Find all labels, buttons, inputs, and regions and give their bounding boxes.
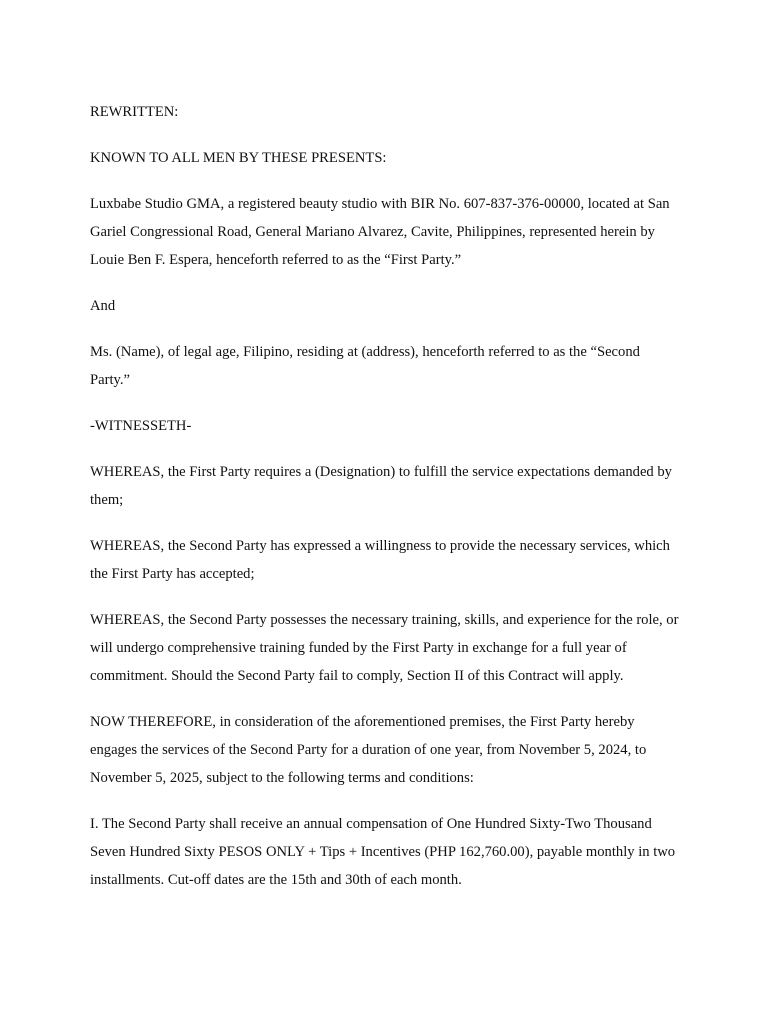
contract-opening: KNOWN TO ALL MEN BY THESE PRESENTS: xyxy=(90,150,387,166)
second-party-paragraph: Ms. (Name), of legal age, Filipino, residing at (address), henceforth referred to as the “Second Party.” xyxy=(90,344,640,388)
whereas-clause-1: WHEREAS, the First Party requires a (Designation) to fulfill the service expectations demanded by them; xyxy=(90,464,672,508)
section-1-compensation: I. The Second Party shall receive an annual compensation of One Hundred Sixty-Two Thousand Seven Hundred Sixty PESOS ONLY + Tips + Incentives (PHP 162,760.00), payable monthly in two installments. Cut-off dates are the 15th and 30th of each month. xyxy=(90,816,676,888)
whereas-clause-3: WHEREAS, the Second Party possesses the necessary training, skills, and experience for the role, or will undergo comprehensive training funded by the First Party in exchange for a full year of commitment. Should the Second Party fail to comply, Section II of this Contract will apply. xyxy=(90,612,679,684)
rewritten-label: REWRITTEN: xyxy=(90,104,179,120)
whereas-clause-2: WHEREAS, the Second Party has expressed a willingness to provide the necessary services, which the First Party has accepted; xyxy=(90,538,670,582)
and-conjunction: And xyxy=(90,298,116,314)
document-body xyxy=(90,98,682,912)
now-therefore-clause: NOW THEREFORE, in consideration of the aforementioned premises, the First Party hereby engages the services of the Second Party for a duration of one year, from November 5, 2024, to November 5, 2025, subject to the following terms and conditions: xyxy=(90,714,647,786)
witnesseth-heading: -WITNESSETH- xyxy=(90,418,192,434)
first-party-paragraph: Luxbabe Studio GMA, a registered beauty studio with BIR No. 607-837-376-00000, located at San Gariel Congressional Road, General Mariano Alvarez, Cavite, Philippines, represented herein by Louie Ben F. Espera, henceforth referred to as the “First Party.” xyxy=(90,196,670,268)
